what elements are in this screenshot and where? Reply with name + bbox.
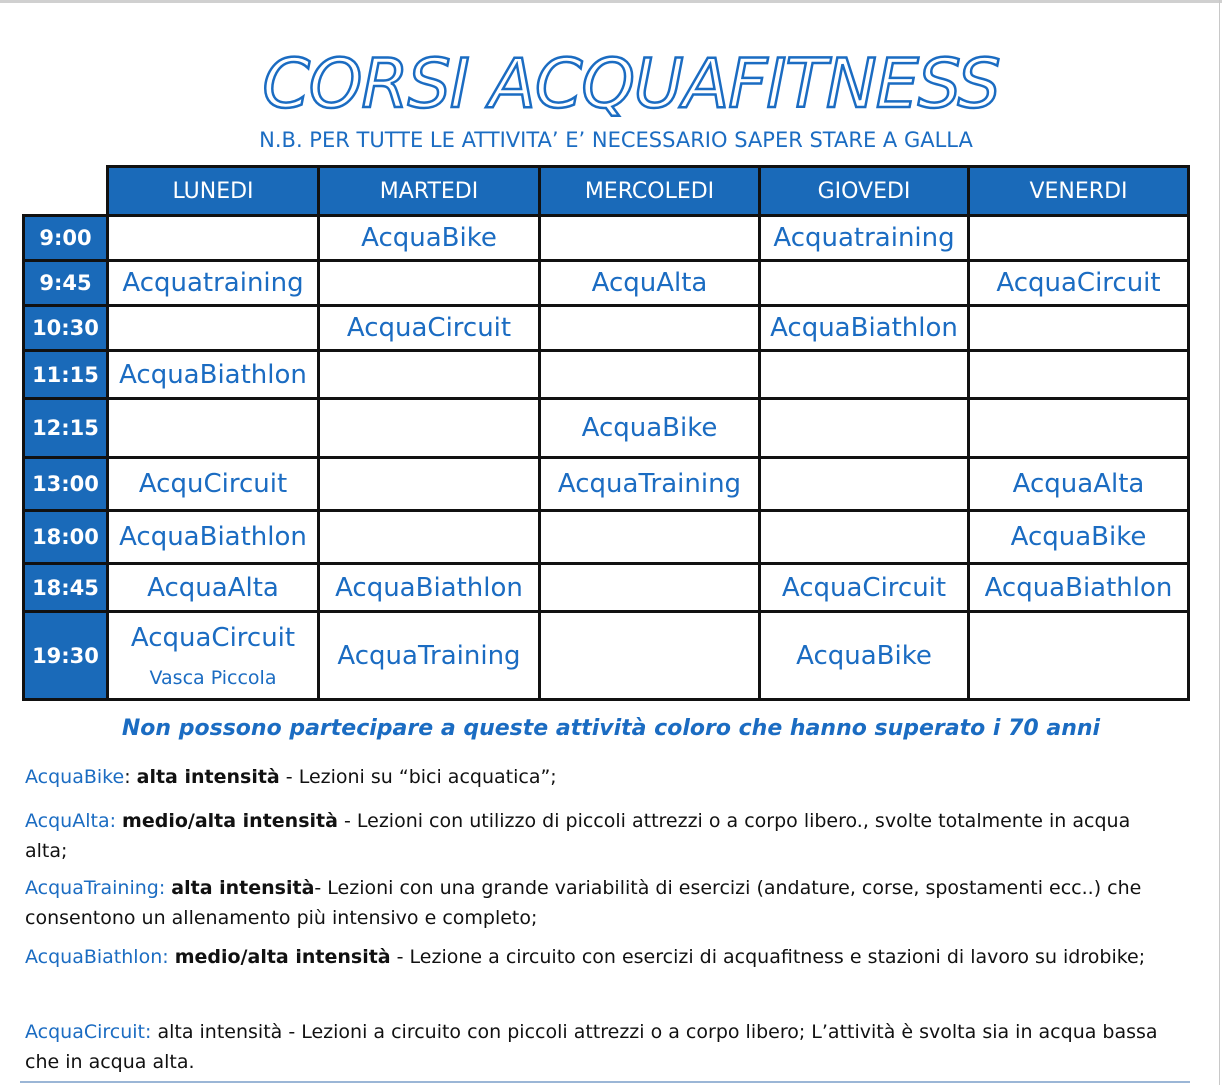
time-slot: 10:30 [24, 306, 108, 351]
class-cell [108, 306, 319, 351]
class-cell: AcquaBiathlon [969, 564, 1189, 612]
class-cell [760, 458, 969, 511]
class-cell: Acquatraining [108, 261, 319, 306]
day-header: MARTEDI [319, 167, 540, 216]
legend-item [25, 873, 1165, 933]
legend-level: alta intensità [171, 877, 315, 899]
day-header: LUNEDI [108, 167, 319, 216]
class-cell: AcquaCircuit [760, 564, 969, 612]
class-cell [969, 351, 1189, 399]
schedule-row [24, 511, 1189, 564]
class-cell [540, 564, 760, 612]
class-cell [760, 399, 969, 458]
time-slot: 12:15 [24, 399, 108, 458]
legend-separator: : [124, 766, 137, 788]
legend-description: - Lezioni con utilizzo di piccoli attrezzi o a corpo libero., svolte totalmente in acqua alta; [25, 810, 1131, 862]
class-cell [540, 216, 760, 261]
class-cell: AcquaAlta [969, 458, 1189, 511]
legend-item [25, 942, 1165, 972]
legend-level: medio/alta intensità [122, 810, 338, 832]
legend-item [25, 762, 1165, 792]
legend-description: - Lezione a circuito con esercizi di acquafitness e stazioni di lavoro su idrobike; [390, 946, 1146, 968]
class-cell: AcquaBike [760, 612, 969, 700]
class-cell [108, 612, 319, 700]
time-slot: 13:00 [24, 458, 108, 511]
class-cell [969, 612, 1189, 700]
class-cell [540, 511, 760, 564]
class-cell [760, 511, 969, 564]
class-cell [969, 216, 1189, 261]
class-cell: AcquAlta [540, 261, 760, 306]
class-cell: AcquaBike [540, 399, 760, 458]
class-cell: AcquaBike [969, 511, 1189, 564]
class-cell [760, 351, 969, 399]
class-cell [969, 306, 1189, 351]
class-cell: AcquaBiathlon [108, 511, 319, 564]
legend-name: AcquAlta: [25, 810, 116, 832]
time-slot: 19:30 [24, 612, 108, 700]
time-slot: 11:15 [24, 351, 108, 399]
class-cell [540, 612, 760, 700]
time-slot: 18:00 [24, 511, 108, 564]
class-cell [319, 351, 540, 399]
class-cell [540, 306, 760, 351]
legend-name: AcquaBike [25, 766, 125, 788]
class-cell [319, 511, 540, 564]
schedule-row [24, 306, 1189, 351]
schedule-row [24, 399, 1189, 458]
class-cell: AcquaCircuit [969, 261, 1189, 306]
class-cell: AcquaBike [319, 216, 540, 261]
class-cell: AcquaAlta [108, 564, 319, 612]
class-location-note: Vasca Piccola [149, 666, 277, 689]
legend-item [25, 1017, 1165, 1077]
schedule-row [24, 458, 1189, 511]
class-cell [319, 458, 540, 511]
class-cell: AcquaCircuit [319, 306, 540, 351]
legend-level: alta intensità [136, 766, 280, 788]
class-cell: AcquaTraining [540, 458, 760, 511]
bottom-divider [20, 1081, 1190, 1083]
schedule-table [22, 165, 1190, 701]
legend-name: AcquaTraining: [25, 877, 166, 899]
legend-level: medio/alta intensità [174, 946, 391, 968]
schedule-row [24, 261, 1189, 306]
class-cell [319, 399, 540, 458]
legend-description: alta intensità - Lezioni a circuito con piccoli attrezzi o a corpo libero; L’attività è svolta sia in acqua bassa che in acqua alta. [25, 1021, 1158, 1073]
class-cell [319, 261, 540, 306]
page-title: CORSI ACQUAFITNESS [262, 45, 1000, 124]
schedule-row [24, 216, 1189, 261]
day-header: GIOVEDI [760, 167, 969, 216]
schedule-row [24, 351, 1189, 399]
legend-description: - Lezioni con una grande variabilità di esercizi (andature, corse, spostamenti ecc..) che consentono un allenamento più intensivo e completo; [25, 877, 1142, 929]
class-cell: AcquaBiathlon [319, 564, 540, 612]
schedule-header-row [24, 167, 1189, 216]
legend-item [25, 806, 1165, 866]
class-cell: Acquatraining [760, 216, 969, 261]
time-slot: 18:45 [24, 564, 108, 612]
class-cell [108, 216, 319, 261]
schedule-row [24, 612, 1189, 700]
class-cell [969, 399, 1189, 458]
day-header: VENERDI [969, 167, 1189, 216]
class-cell [760, 261, 969, 306]
legend-name: AcquaCircuit: [25, 1021, 152, 1043]
class-cell: AcquaBiathlon [760, 306, 969, 351]
top-divider [0, 0, 1222, 3]
class-cell: AcquaBiathlon [108, 351, 319, 399]
right-divider [1219, 0, 1220, 1085]
class-name: AcquaCircuit [130, 622, 296, 653]
time-slot: 9:00 [24, 216, 108, 261]
legend-name: AcquaBiathlon: [25, 946, 169, 968]
time-slot: 9:45 [24, 261, 108, 306]
schedule-row [24, 564, 1189, 612]
corner-cell [24, 167, 108, 216]
class-cell [108, 399, 319, 458]
class-cell [540, 351, 760, 399]
day-header: MERCOLEDI [540, 167, 760, 216]
class-cell: AcquCircuit [108, 458, 319, 511]
age-restriction-note: Non possono partecipare a queste attività coloro che hanno superato i 70 anni [121, 716, 1101, 741]
legend-description: - Lezioni su “bici acquatica”; [279, 766, 557, 788]
page-subtitle: N.B. PER TUTTE LE ATTIVITA’ E’ NECESSARIO SAPER STARE A GALLA [259, 128, 973, 152]
class-cell: AcquaTraining [319, 612, 540, 700]
